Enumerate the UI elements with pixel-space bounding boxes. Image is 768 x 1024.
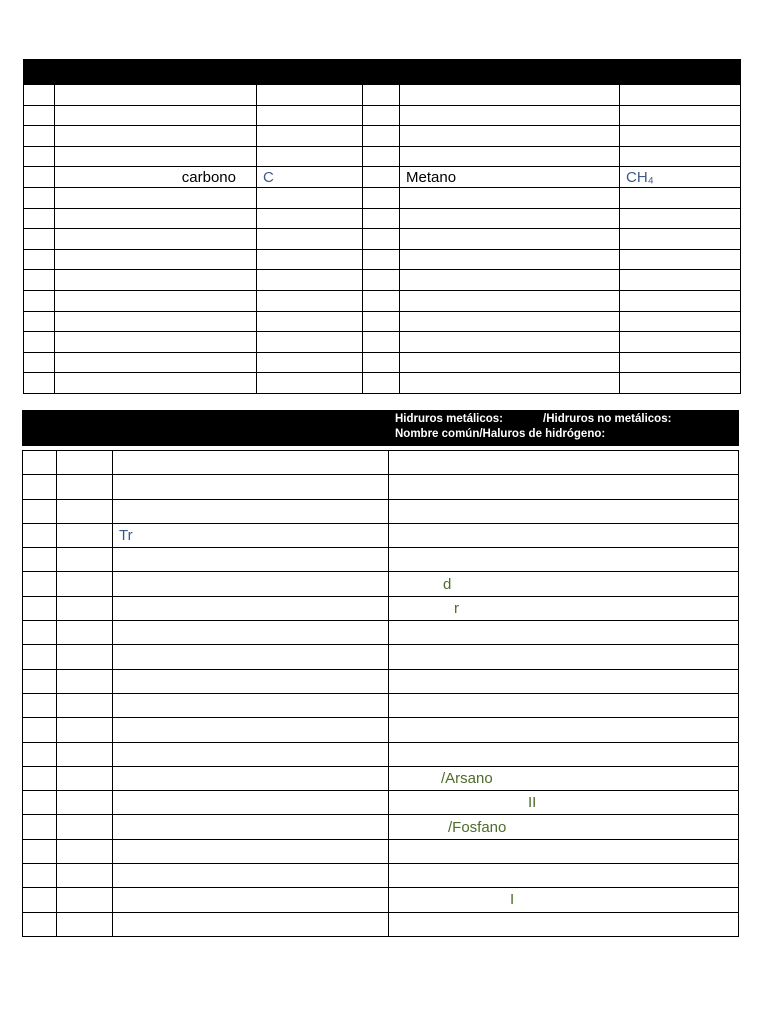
header-cell-number — [23, 411, 113, 446]
header-metal-hydrides: Hidruros metálicos: — [395, 413, 503, 425]
table-row — [23, 548, 739, 572]
table-row — [23, 475, 739, 499]
table-row — [23, 718, 739, 742]
table-row — [24, 208, 741, 229]
result-cell: r — [389, 596, 739, 620]
result-cell: I — [389, 888, 739, 912]
table-row — [23, 912, 739, 936]
compound-name-cell: Metano — [400, 167, 620, 188]
table-row — [23, 572, 739, 596]
table-row — [24, 373, 741, 394]
result-cell: /Fosfano — [389, 815, 739, 839]
table-row — [23, 499, 739, 523]
table-row — [23, 645, 739, 669]
table-row — [24, 146, 741, 167]
table-row — [24, 249, 741, 270]
table-row — [23, 815, 739, 839]
table-row — [24, 352, 741, 373]
hydrides-table — [22, 410, 739, 937]
element-name-cell: carbono — [55, 167, 257, 188]
result-cell: d — [389, 572, 739, 596]
result-cell: II — [389, 791, 739, 815]
table-row — [23, 766, 739, 790]
compound-formula-cell: CH₄ — [620, 167, 741, 188]
table-row — [23, 888, 739, 912]
header-cell-right — [257, 60, 741, 85]
result-cell: /Arsano — [389, 766, 739, 790]
header-nonmetal-hydrides: /Hidruros no metálicos: — [543, 413, 672, 425]
table-row — [24, 290, 741, 311]
table-row — [24, 270, 741, 291]
element-symbol-cell: C — [257, 167, 363, 188]
table-row — [24, 332, 741, 353]
table-row — [23, 693, 739, 717]
table-row — [24, 187, 741, 208]
table-row — [23, 839, 739, 863]
table-row — [24, 229, 741, 250]
table-row — [23, 596, 739, 620]
table-header — [23, 411, 739, 446]
table-header — [24, 60, 741, 85]
table-row — [23, 669, 739, 693]
table-row — [23, 864, 739, 888]
table-row — [24, 167, 741, 188]
table-row — [24, 85, 741, 106]
table-row — [23, 742, 739, 766]
header-cell-hydrides — [389, 411, 739, 446]
table-row — [23, 621, 739, 645]
table-row — [24, 311, 741, 332]
header-cell-name — [113, 411, 389, 446]
name-cell: Tr — [113, 523, 389, 547]
table-row — [23, 451, 739, 475]
table-row — [24, 105, 741, 126]
header-cell-left — [24, 60, 257, 85]
header-common-name: Nombre común/Haluros de hidrógeno: — [395, 428, 606, 440]
table-row — [24, 126, 741, 147]
table-row — [23, 791, 739, 815]
table-row — [23, 523, 739, 547]
nomenclature-table-top — [23, 59, 741, 394]
